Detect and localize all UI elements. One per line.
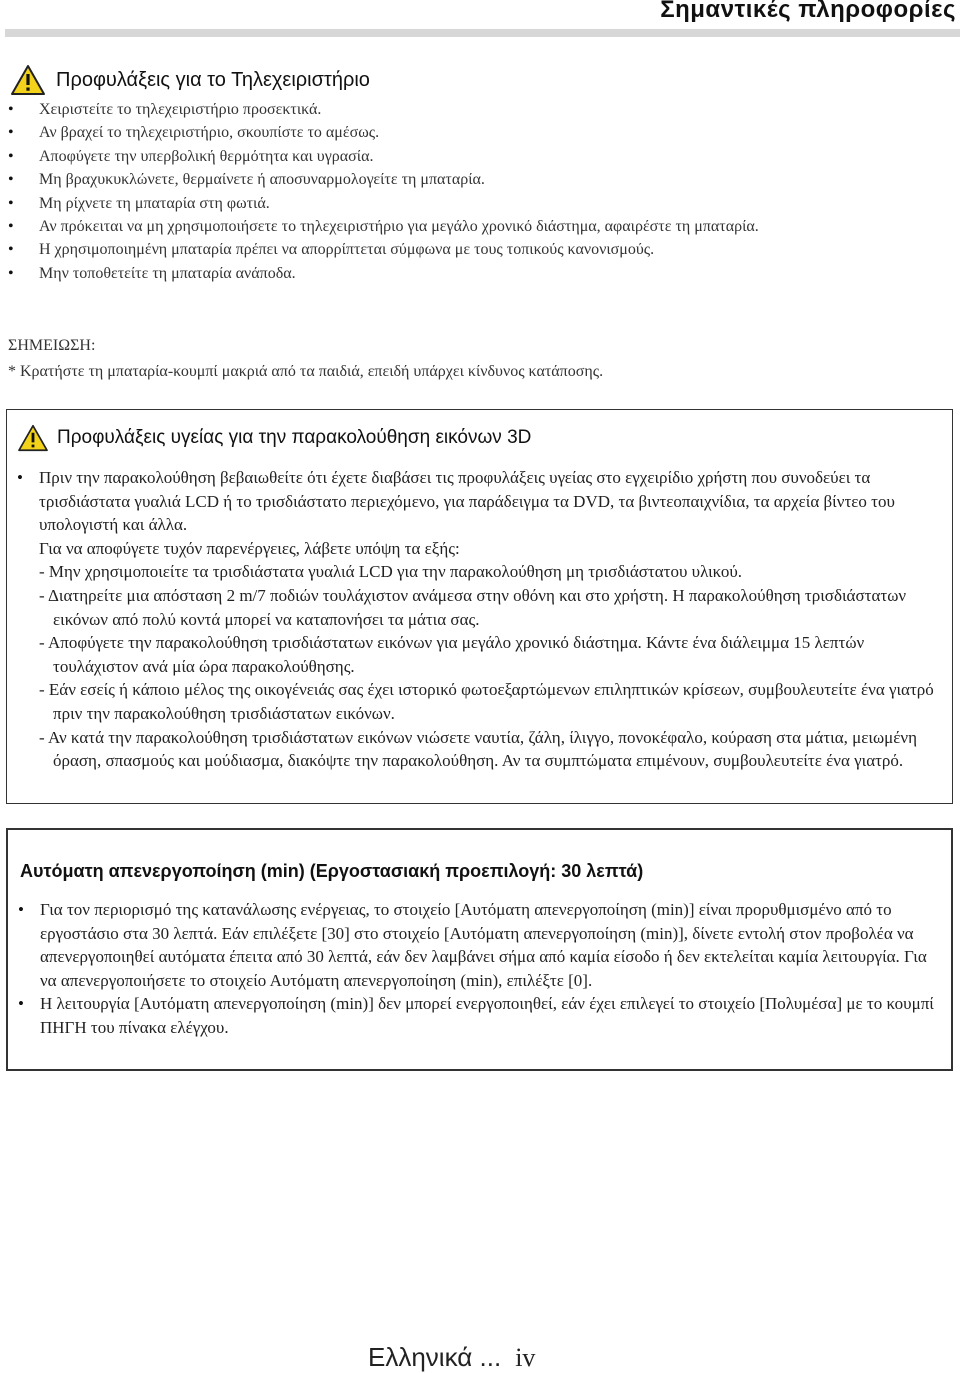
- warning-icon: [17, 424, 49, 452]
- health-3d-list: [13, 466, 943, 773]
- health-3d-heading: [17, 424, 531, 452]
- page-title: Σημαντικές πληροφορίες: [660, 0, 956, 23]
- remote-heading-text: Προφυλάξεις για το Τηλεχειριστήριο: [56, 68, 370, 91]
- footer-language: Ελληνικά ...: [368, 1342, 502, 1372]
- remote-precautions-list: [8, 98, 943, 285]
- list-item: • Αποφύγετε την υπερβολική θερμότητα και υγρασία.: [8, 145, 943, 168]
- auto-power-list: [14, 898, 944, 1040]
- list-item: - Διατηρείτε μια απόσταση 2 m/7 ποδιών τουλάχιστον ανάμεσα στην οθόνη και στο χρήστη. Η παρακολούθηση τρισδιάστατων εικόνων από πολύ κοντά μπορεί να καταπονήσει τα μάτια σας.: [39, 585, 907, 629]
- list-item: • Η λειτουργία [Αυτόματη απενεργοποίηση (min)] δεν μπορεί ενεργοποιηθεί, εάν έχει επιλεγεί το στοιχείο [Πολυμέσα] με το κουμπί ΠΗΓΗ του πίνακα ελέγχου.: [14, 992, 944, 1039]
- list-item: • Μην τοποθετείτε τη μπαταρία ανάποδα.: [8, 262, 943, 285]
- list-item: • Για τον περιορισμό της κατανάλωσης ενέργειας, το στοιχείο [Αυτόματη απενεργοποίηση (min)] είναι προρυθμισμένο από το εργοστάσιο στα 30 λεπτά. Εάν επιλέξετε [30] στο στοιχείο [Αυτόματη απενεργοποίηση (min)], δίνετε εντολή στον προβολέα να απενεργοποιηθεί αυτόματα έπειτα από 30 λεπτά, εάν δεν λαμβάνει σήμα από καμία είσοδο ή δεν εκτελείται καμία λειτουργία. Για να απενεργοποιήσετε το στοιχείο Αυτόματη απενεργοποίηση (min), επιλέξτε [0].: [14, 898, 944, 992]
- health-3d-heading-text: Προφυλάξεις υγείας για την παρακολούθηση εικόνων 3D: [57, 427, 532, 448]
- auto-power-heading: Αυτόματη απενεργοποίηση (min) (Εργοστασιακή προεπιλογή: 30 λεπτά): [20, 861, 644, 881]
- list-item: - Μην χρησιμοποιείτε τα τρισδιάστατα γυαλιά LCD για την παρακολούθηση μη τρισδιάστατου υλικού.: [39, 562, 743, 582]
- remote-section-heading: [10, 64, 370, 96]
- list-item: • Η χρησιμοποιημένη μπαταρία πρέπει να απορρίπτεται σύμφωνα με τους τοπικούς κανονισμούς.: [8, 238, 943, 261]
- page-number: iv: [515, 1343, 536, 1372]
- note-text: * Κρατήστε τη μπαταρία-κουμπί μακριά από τα παιδιά, επειδή υπάρχει κίνδυνος κατάποσης.: [8, 363, 604, 380]
- list-item: • Μη βραχυκυκλώνετε, θερμαίνετε ή αποσυναρμολογείτε τη μπαταρία.: [8, 168, 943, 191]
- list-item: - Αποφύγετε την παρακολούθηση τρισδιάστατων εικόνων για μεγάλο χρονικό διάστημα. Κάντε ένα διάλειμμα 15 λεπτών τουλάχιστον ανά μία ώρα παρακολούθησης.: [39, 633, 865, 676]
- list-item: • Μη ρίχνετε τη μπαταρία στη φωτιά.: [8, 192, 943, 215]
- health-3d-box: [6, 409, 953, 804]
- auto-power-box: [6, 828, 953, 1071]
- list-item: • Πριν την παρακολούθηση βεβαιωθείτε ότι έχετε διαβάσει τις προφυλάξεις υγείας στο εγχειρίδιο χρήστη που συνοδεύει τα τρισδιάστατα γυαλιά LCD ή το τρισδιάστατο περιεχόμενο, για παράδειγμα τα DVD, τα βιντεοπαιχνίδια, τα αρχεία βίντεο του υπολογιστή και άλλα.: [13, 466, 943, 537]
- page-footer: [368, 1342, 535, 1373]
- list-item: - Αν κατά την παρακολούθηση τρισδιάστατων εικόνων νιώσετε ναυτία, ζάλη, ίλιγγο, πονοκέφαλο, κούραση στα μάτια, μειωμένη όραση, σπασμούς και μούδιασμα, διακόψτε την παρακολούθηση. Αν τα συμπτώματα επιμένουν, συμβουλευτείτε ένα γιατρό.: [39, 727, 917, 771]
- list-item: Για να αποφύγετε τυχόν παρενέργειες, λάβετε υπόψη τα εξής:: [39, 538, 460, 558]
- list-item: • Αν βραχεί το τηλεχειριστήριο, σκουπίστε το αμέσως.: [8, 121, 943, 144]
- note-label: ΣΗΜΕΙΩΣΗ:: [8, 337, 96, 354]
- warning-icon: [10, 64, 46, 96]
- list-item: - Εάν εσείς ή κάποιο μέλος της οικογένειάς σας έχει ιστορικό φωτοεξαρτώμενων επιληπτικών κρίσεων, συμβουλευτείτε ένα γιατρό πριν την παρακολούθηση τρισδιάστατων εικόνων.: [39, 680, 934, 723]
- list-item: • Χειριστείτε το τηλεχειριστήριο προσεκτικά.: [8, 98, 943, 121]
- list-item: • Αν πρόκειται να μη χρησιμοποιήσετε το τηλεχειριστήριο για μεγάλο χρονικό διάστημα, αφαιρέστε τη μπαταρία.: [8, 215, 943, 238]
- header-divider: [5, 29, 960, 37]
